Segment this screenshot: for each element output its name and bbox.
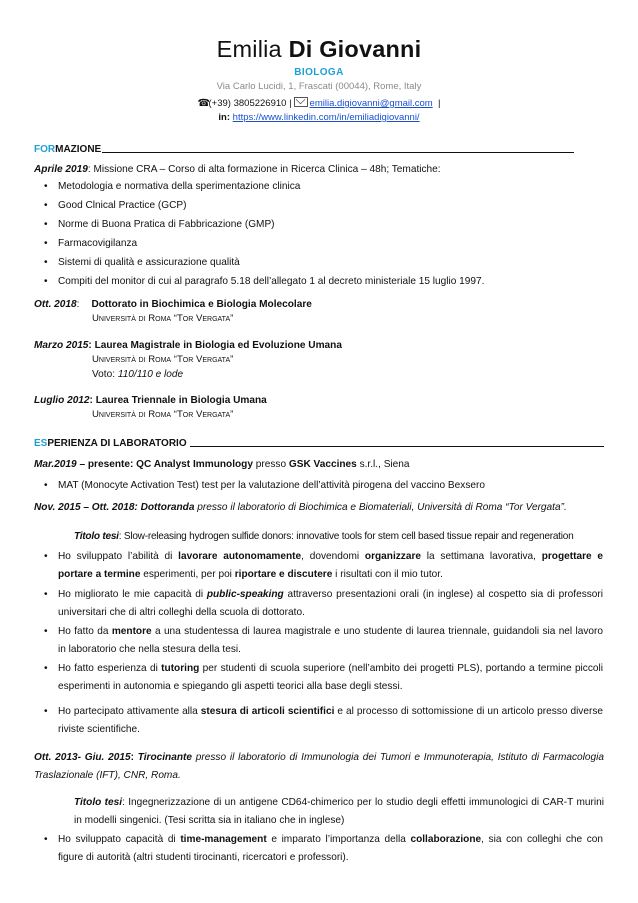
address: Via Carlo Lucidi, 1, Frascati (00044), Rome, Italy [216,81,422,92]
list-item [58,831,603,867]
text-bold: progettare e portare a termine [58,551,604,580]
text-bold: tutoring [161,663,200,674]
email-link[interactable]: emilia.digiovanni@gmail.com [309,98,433,109]
job-role: BIOLOGA [294,67,344,78]
text-bold: public-speaking [206,589,284,600]
linkedin-label: in: [218,112,231,123]
list-item: • Metodologia e normativa della sperimentazione clinica [58,178,603,196]
exp-date: Nov. 2015 – Ott. 2018: Dottoranda [34,502,195,513]
edu-title: : Laurea Triennale in Biologia Umana [89,395,267,406]
exp-role: Tirocinante [137,752,192,763]
text: e imparato l’importanza della [266,834,411,845]
last-name: Di Giovanni [288,36,422,62]
edu-title: : Laurea Magistrale in Biologia ed Evoluzione Umana [88,340,342,351]
edu-title: Dottorato in Biochimica e Biologia Molecolare [91,299,312,310]
exp-desc: presso il laboratorio di Biochimica e Biomateriali, Università di Roma “Tor Vergata”. [194,502,567,513]
section-rule [102,152,574,153]
contact-line [0,97,638,109]
edu-colon: : [76,299,80,310]
grade-label: Voto: [92,369,118,380]
thesis-label: Titolo tesi [74,531,119,542]
section-title-accent: FOR [34,144,56,155]
edu-university: Università di Roma “Tor Vergata” [92,354,234,365]
text: esperimenti, per poi [140,569,235,580]
text-bold: stesura di articoli scientifici [200,706,335,717]
text-bold: time-management [180,834,267,845]
text: Ho sviluppato capacità di [58,834,181,845]
text-bold: collaborazione [410,834,482,845]
text: attraverso presentazioni orali (in inglese) al cospetto sia di professori universitari che di altri colleghi della scuola di dottorato. [58,589,603,618]
section-title-accent: ES [34,438,48,449]
linkedin-link[interactable]: https://www.linkedin.com/in/emiliadigiovanni/ [232,112,420,123]
contact-separator: | [438,98,441,109]
exp-company: GSK Vaccines [288,459,357,470]
list-item: • MAT (Monocyte Activation Test) test per la valutazione dell’attività pirogena del vaccino Bexsero [58,477,603,495]
edu-grade [92,366,602,384]
list-item [58,660,603,696]
text: i risultati con il mio tutor. [332,569,443,580]
list-item: • Norme di Buona Pratica di Fabbricazione (GMP) [58,216,603,234]
thesis-text: : Ingegnerizzazione di un antigene CD64-chimerico per lo studio degli effetti immunologici di CAR-T murini in modelli singenici. (Tesi scritta sia in italiano che in inglese) [74,797,604,826]
list-item: • Compiti del monitor di cui al paragrafo 5.18 dell’allegato 1 al decreto ministeriale 15 luglio 1997. [58,273,603,291]
list-item: • Sistemi di qualità e assicurazione qualità [58,254,603,272]
section-formazione-title [34,144,574,155]
text: a una studentessa di laurea magistrale e uno studente di laurea triennale, guidandoli sia nel lavoro in laboratorio che nella stesura della tesi. [58,626,603,655]
edu-date: Luglio 2012 [34,395,90,406]
text: la settimana lavorativa, [421,551,542,562]
edu-university: Università di Roma “Tor Vergata” [92,313,234,324]
exp-gsk [34,458,604,472]
exp-thesis-title [74,530,604,544]
edu-aprile-2019 [34,163,604,177]
section-title-rest: MAZIONE [55,144,102,155]
section-esperienza-title [34,438,604,449]
edu-date: Marzo 2015 [34,340,89,351]
exp-role: – presente: QC Analyst Immunology [76,459,253,470]
text: Ho partecipato attivamente alla [58,706,201,717]
exp-colon: : [130,752,138,763]
text-bold: organizzare [364,551,421,562]
exp-date: Ott. 2013- Giu. 2015 [34,752,131,763]
text: e al processo di sottomissione di un articolo presso diverse riviste scientifiche. [58,706,603,735]
exp-desc: presso il laboratorio di Immunologia dei Tumori e Immunoterapia, Istituto di Farmacologia Traslazionale (IFT), CNR, Roma. [34,752,604,781]
exp-thesis-title [74,794,604,830]
list-item: • Farmacovigilanza [58,235,603,253]
section-rule [190,446,604,447]
list-item [58,586,603,622]
text: per studenti di scuola superiore (nell’ambito dei progetti PLS), portando a termine piccoli esperimenti in autonomia e spiegando gli aspetti teorici alla base degli stessi. [58,663,603,692]
exp-location: s.r.l., Siena [356,459,410,470]
edu-desc: : Missione CRA – Corso di alta formazione in Ricerca Clinica – 48h; Tematiche: [87,164,441,175]
first-name: Emilia [216,36,289,62]
text: , sia con colleghi che con figure di autorità (altri studenti tirocinanti, ricercatori e professori). [58,834,604,863]
exp-tirocinante [34,749,604,785]
text: Ho fatto esperienza di [58,663,162,674]
text-bold: lavorare autonomamente [178,551,302,562]
thesis-label: Titolo tesi [74,797,123,808]
linkedin-line [0,112,638,123]
text: Ho fatto da [58,626,112,637]
mail-icon [294,97,308,107]
text: Ho sviluppato l’abilità di [58,551,179,562]
edu-university: Università di Roma “Tor Vergata” [92,409,234,420]
exp-date: Mar.2019 [34,459,77,470]
list-item [58,548,603,584]
exp-presso: presso [252,459,289,470]
phone-icon: ☎ [197,98,210,109]
thesis-text: : Slow-releasing hydrogen sulfide donors: innovative tools for stem cell based tissue repair and regeneration [118,531,574,542]
text: , dovendomi [301,551,365,562]
list-item [58,703,603,739]
edu-date: Aprile 2019 [34,164,88,175]
list-item [58,623,603,659]
phone-number: (+39) 3805226910 | [208,98,292,109]
text-bold: mentore [111,626,152,637]
list-item: • Good Clnical Practice (GCP) [58,197,603,215]
exp-dottoranda [34,501,604,515]
section-title-rest: PERIENZA DI LABORATORIO [47,438,190,449]
candidate-name [0,36,638,63]
edu-date: Ott. 2018 [34,299,77,310]
text: Ho migliorato le mie capacità di [58,589,207,600]
text-bold: riportare e discutere [234,569,333,580]
grade-value: 110/110 e lode [117,369,184,380]
